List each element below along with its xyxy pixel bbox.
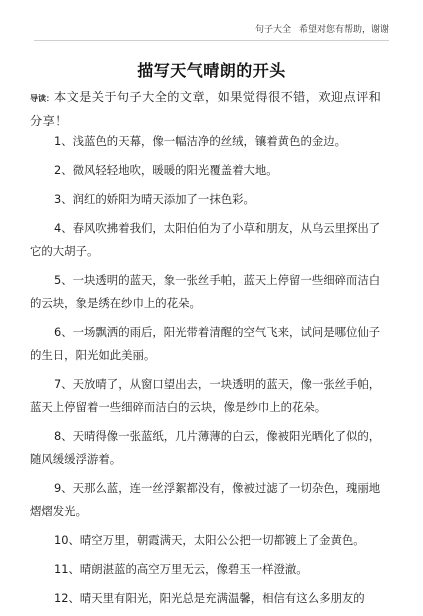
list-item: 8、天晴得像一张蓝纸，几片薄薄的白云，像被阳光晒化了似的，随风缓缓浮游着。 (30, 429, 381, 466)
header-divider (34, 40, 389, 41)
list-item: 1、浅蓝色的天幕，像一幅洁净的丝绒，镶着黄色的金边。 (54, 134, 347, 148)
list-item: 12、晴天里有阳光，阳光总是充满温馨，相信有这么多朋友的 (54, 591, 365, 605)
list-item: 4、春风吹拂着我们，太阳伯伯为了小草和朋友，从乌云里探出了它的大胡子。 (30, 221, 381, 258)
intro-text: 本文是关于句子大全的文章，如果觉得很不错，欢迎点评和分享！ (30, 90, 382, 128)
list-item: 6、一场飘洒的雨后，阳光带着清醒的空气飞来，试问是哪位仙子的生日，阳光如此美丽。 (30, 325, 381, 362)
intro-paragraph (30, 86, 388, 132)
list-item: 11、晴朗湛蓝的高空万里无云，像碧玉一样澄澈。 (54, 562, 308, 576)
sentence-list (30, 130, 388, 616)
list-item: 5、一块透明的蓝天，象一张丝手帕，蓝天上停留一些细碎而洁白的云块，象是绣在纱巾上的花朵。 (30, 273, 381, 310)
list-item: 9、天那么蓝，连一丝浮絮都没有，像被过滤了一切杂色，瑰丽地熠熠发光。 (30, 481, 381, 518)
list-item: 10、晴空万里，朝霞满天，太阳公公把一切都镀上了金黄色。 (54, 533, 365, 547)
page-header (255, 22, 389, 35)
list-item: 3、润红的娇阳为晴天添加了一抹色彩。 (54, 192, 255, 206)
list-item: 2、微风轻轻地吹，暖暖的阳光覆盖着大地。 (54, 163, 278, 177)
header-site: 句子大全 (254, 25, 291, 35)
page-title: 描写天气晴朗的开头 (137, 61, 286, 80)
list-item: 7、天放晴了，从窗口望出去，一块透明的蓝天，像一张丝手帕，蓝天上停留着一些细碎而洁白的云块，像是纱巾上的花朵。 (30, 377, 381, 414)
intro-lead: 导读： (30, 94, 54, 103)
header-note: 希望对您有帮助，谢谢 (298, 25, 389, 35)
